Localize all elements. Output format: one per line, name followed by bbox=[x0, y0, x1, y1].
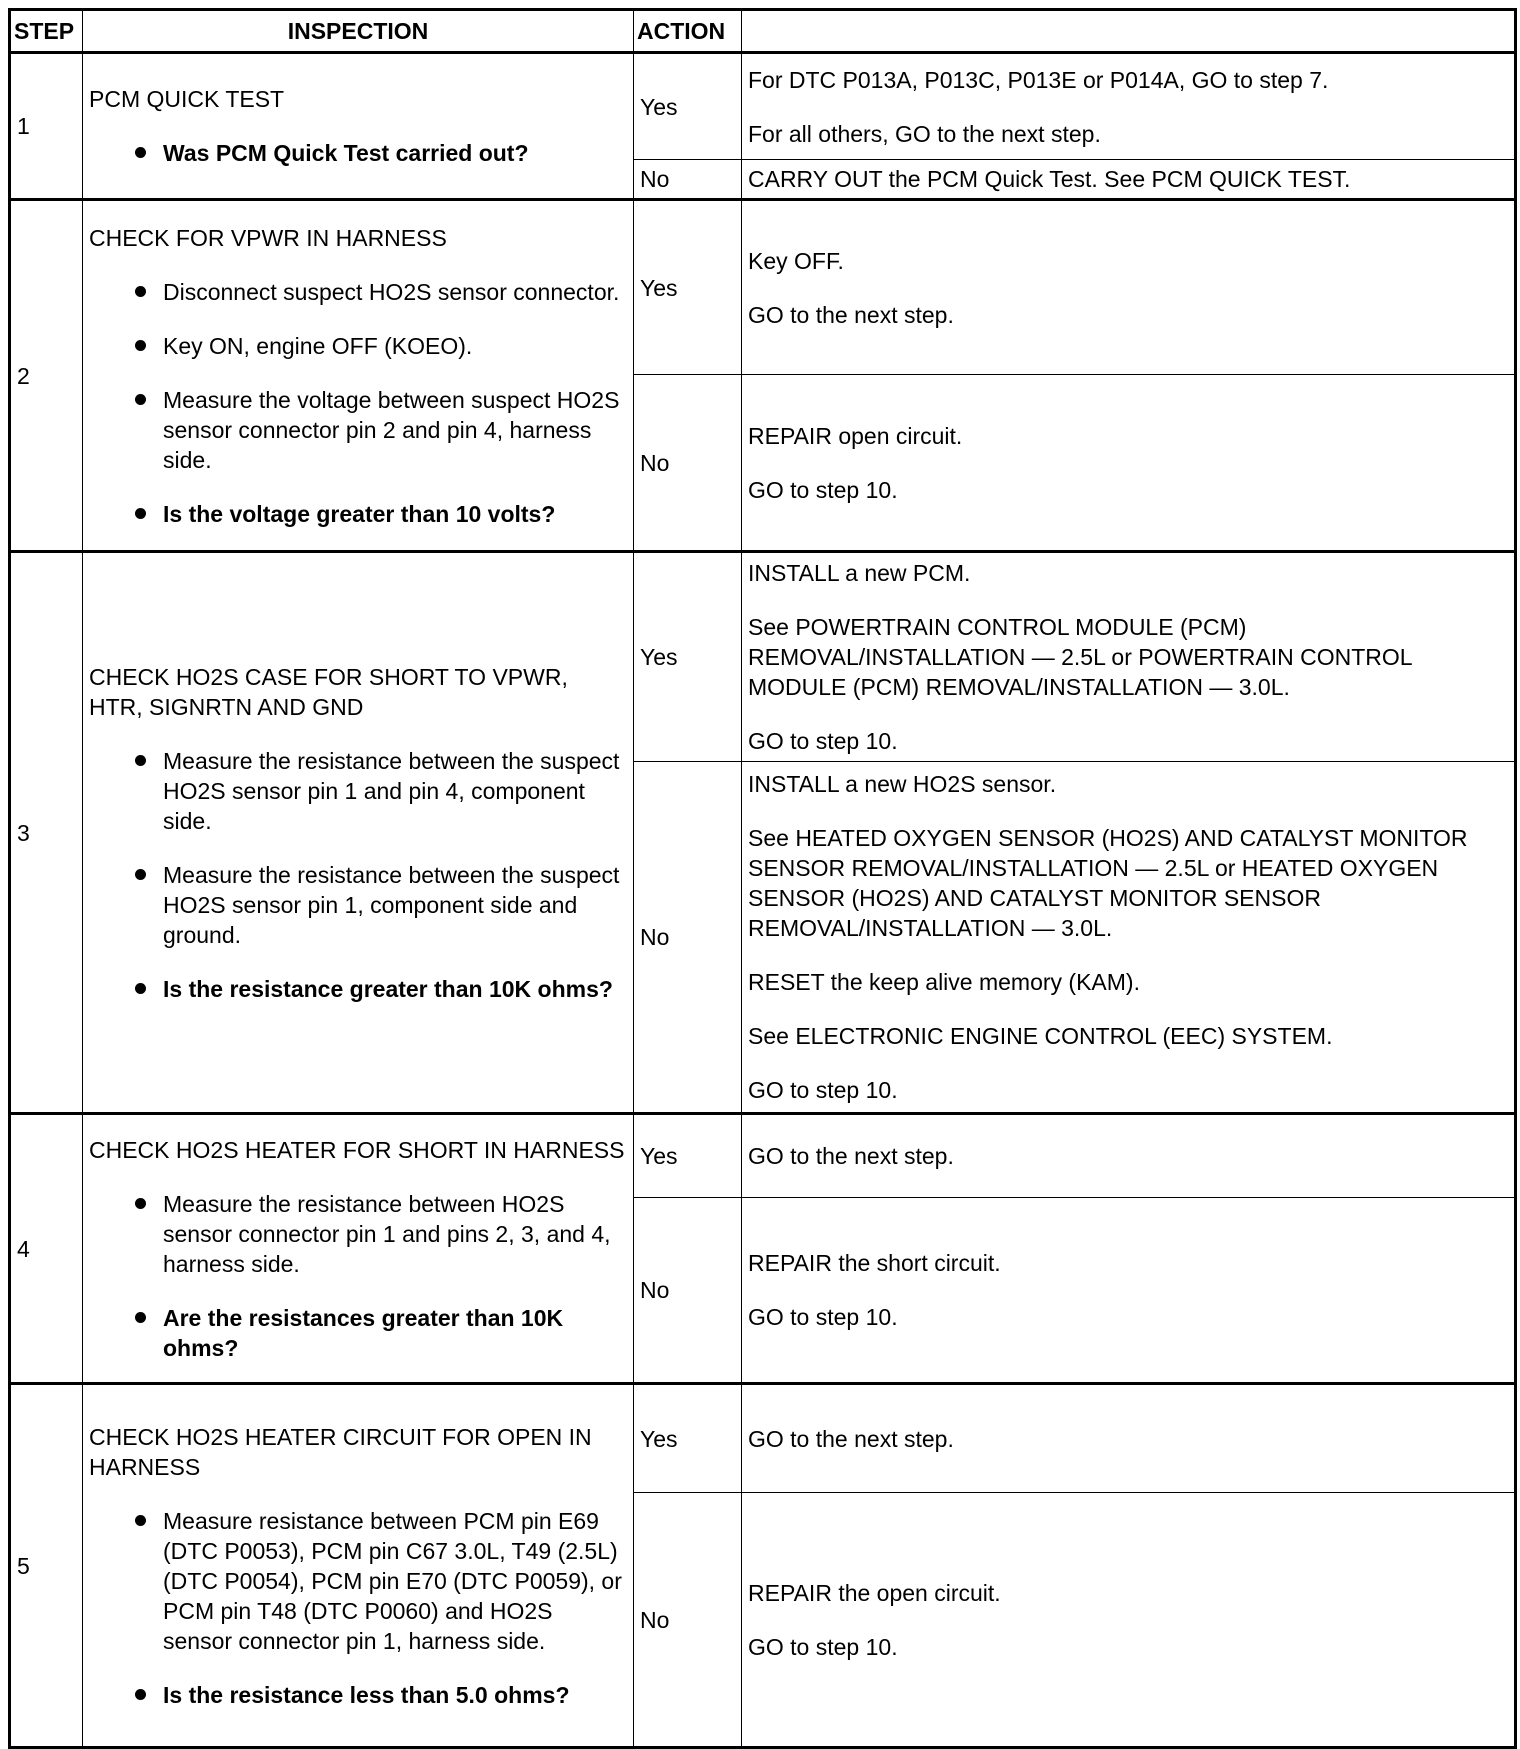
action-text: See HEATED OXYGEN SENSOR (HO2S) AND CATALYST MONITOR SENSOR REMOVAL/INSTALLATION — 2.5L or HEATED OXYGEN SENSOR (HO2S) AND CATALYST MONITOR SENSOR REMOVAL/INSTALLATION — 3.0L. bbox=[748, 825, 1468, 941]
action-text: REPAIR open circuit. bbox=[748, 422, 963, 449]
no-label: No bbox=[634, 762, 742, 1114]
inspection-bullet: Measure the resistance between HO2S sensor connector pin 1 and pins 2, 3, and 4, harness side. bbox=[89, 1189, 627, 1279]
table-row bbox=[10, 1114, 1516, 1198]
inspection-cell bbox=[83, 552, 634, 1114]
inspection-title: CHECK HO2S HEATER CIRCUIT FOR OPEN IN HARNESS bbox=[89, 1423, 592, 1480]
yes-label: Yes bbox=[634, 552, 742, 762]
inspection-title: CHECK FOR VPWR IN HARNESS bbox=[89, 224, 447, 251]
inspection-title: CHECK HO2S CASE FOR SHORT TO VPWR, HTR, SIGNRTN AND GND bbox=[89, 663, 568, 720]
inspection-cell bbox=[83, 1384, 634, 1748]
action-text: GO to the next step. bbox=[748, 301, 954, 328]
diagnostic-document bbox=[8, 8, 1514, 1749]
action-text: GO to step 10. bbox=[748, 1633, 898, 1660]
inspection-question: Is the voltage greater than 10 volts? bbox=[89, 499, 627, 529]
inspection-bullet: Measure the voltage between suspect HO2S sensor connector pin 2 and pin 4, harness side. bbox=[89, 385, 627, 475]
no-action bbox=[742, 762, 1516, 1114]
yes-action bbox=[742, 1114, 1516, 1198]
step-number: 1 bbox=[10, 53, 83, 200]
action-text: REPAIR the short circuit. bbox=[748, 1250, 1001, 1276]
diagnostic-table bbox=[8, 8, 1517, 1749]
yes-action bbox=[742, 552, 1516, 762]
action-text: CARRY OUT the PCM Quick Test. See PCM QUICK TEST. bbox=[748, 166, 1351, 192]
action-text: GO to step 10. bbox=[748, 1077, 898, 1103]
inspection-cell bbox=[83, 200, 634, 552]
inspection-cell bbox=[83, 53, 634, 200]
action-text: See ELECTRONIC ENGINE CONTROL (EEC) SYSTEM. bbox=[748, 1023, 1333, 1049]
action-text: GO to the next step. bbox=[748, 1143, 954, 1169]
yes-label: Yes bbox=[634, 53, 742, 160]
table-row bbox=[10, 53, 1516, 160]
yes-action bbox=[742, 1384, 1516, 1493]
inspection-question: Is the resistance greater than 10K ohms? bbox=[89, 974, 627, 1004]
inspection-bullet: Measure the resistance between the suspect HO2S sensor pin 1 and pin 4, component side. bbox=[89, 746, 627, 836]
step-number: 4 bbox=[10, 1114, 83, 1384]
header-result bbox=[742, 10, 1516, 53]
action-text: Key OFF. bbox=[748, 247, 844, 274]
no-action bbox=[742, 1198, 1516, 1384]
no-label: No bbox=[634, 1493, 742, 1748]
step-number: 5 bbox=[10, 1384, 83, 1748]
inspection-cell bbox=[83, 1114, 634, 1384]
inspection-bullets bbox=[89, 277, 627, 529]
header-inspection: INSPECTION bbox=[83, 10, 634, 53]
action-text: INSTALL a new PCM. bbox=[748, 560, 971, 586]
yes-label: Yes bbox=[634, 200, 742, 375]
action-text: GO to the next step. bbox=[748, 1425, 954, 1452]
action-text: See POWERTRAIN CONTROL MODULE (PCM) REMOVAL/INSTALLATION — 2.5L or POWERTRAIN CONTROL MODULE (PCM) REMOVAL/INSTALLATION — 3.0L. bbox=[748, 614, 1412, 700]
inspection-bullet: Measure resistance between PCM pin E69 (DTC P0053), PCM pin C67 3.0L, T49 (2.5L) (DTC P0054), PCM pin E70 (DTC P0059), or PCM pin T48 (DTC P0060) and HO2S sensor connector pin 1, harness side. bbox=[89, 1506, 627, 1656]
yes-label: Yes bbox=[634, 1114, 742, 1198]
action-text: RESET the keep alive memory (KAM). bbox=[748, 969, 1140, 995]
action-text: For DTC P013A, P013C, P013E or P014A, GO to step 7. bbox=[748, 66, 1329, 93]
action-text: GO to step 10. bbox=[748, 476, 898, 503]
header-action: ACTION bbox=[634, 10, 742, 53]
no-action bbox=[742, 375, 1516, 552]
action-text: GO to step 10. bbox=[748, 728, 898, 754]
step-number: 2 bbox=[10, 200, 83, 552]
action-text: INSTALL a new HO2S sensor. bbox=[748, 771, 1057, 797]
no-action bbox=[742, 1493, 1516, 1748]
steps-body bbox=[10, 53, 1516, 1748]
yes-action bbox=[742, 53, 1516, 160]
header-step: STEP bbox=[10, 10, 83, 53]
action-text: GO to step 10. bbox=[748, 1304, 898, 1330]
action-text: For all others, GO to the next step. bbox=[748, 120, 1101, 147]
inspection-bullets bbox=[89, 746, 627, 1004]
no-label: No bbox=[634, 1198, 742, 1384]
inspection-bullet: Measure the resistance between the suspect HO2S sensor pin 1, component side and ground. bbox=[89, 860, 627, 950]
table-row bbox=[10, 552, 1516, 762]
no-label: No bbox=[634, 375, 742, 552]
inspection-bullets bbox=[89, 1189, 627, 1363]
no-action bbox=[742, 160, 1516, 200]
inspection-question: Was PCM Quick Test carried out? bbox=[89, 138, 627, 168]
inspection-bullets bbox=[89, 138, 627, 168]
step-number: 3 bbox=[10, 552, 83, 1114]
table-row bbox=[10, 200, 1516, 375]
inspection-title: PCM QUICK TEST bbox=[89, 86, 285, 112]
inspection-bullet: Key ON, engine OFF (KOEO). bbox=[89, 331, 627, 361]
no-label: No bbox=[634, 160, 742, 200]
inspection-bullets bbox=[89, 1506, 627, 1710]
yes-action bbox=[742, 200, 1516, 375]
inspection-bullet: Disconnect suspect HO2S sensor connector. bbox=[89, 277, 627, 307]
action-text: REPAIR the open circuit. bbox=[748, 1579, 1001, 1606]
inspection-question: Is the resistance less than 5.0 ohms? bbox=[89, 1680, 627, 1710]
yes-label: Yes bbox=[634, 1384, 742, 1493]
inspection-question: Are the resistances greater than 10K ohms? bbox=[89, 1303, 627, 1363]
inspection-title: CHECK HO2S HEATER FOR SHORT IN HARNESS bbox=[89, 1136, 625, 1163]
table-row bbox=[10, 1384, 1516, 1493]
header-row bbox=[10, 10, 1516, 53]
